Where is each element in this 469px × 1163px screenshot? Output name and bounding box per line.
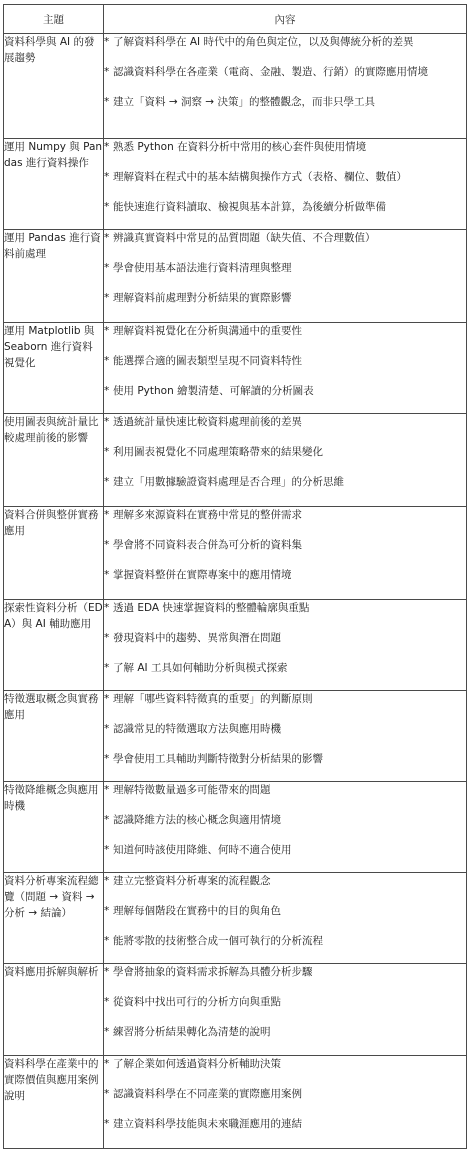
bullet-icon: *	[104, 96, 110, 108]
content-cell	[104, 414, 467, 507]
topic-cell: 資料科學在產業中的實際價值與應用案例說明	[4, 1056, 104, 1149]
table-row	[4, 230, 467, 323]
content-point	[104, 139, 466, 169]
content-point	[104, 64, 466, 94]
table-row	[4, 323, 467, 414]
content-cell	[104, 230, 467, 323]
bullet-icon: *	[104, 844, 110, 856]
point-text: 使用 Python 繪製清楚、可解讀的分析圖表	[113, 385, 314, 397]
content-point	[104, 721, 466, 751]
point-text: 了解 AI 工具如何輔助分析與模式探索	[113, 662, 288, 674]
point-text: 理解「哪些資料特徵真的重要」的判斷原則	[113, 693, 313, 705]
topic-cell: 資料分析專案流程總覽（問題 → 資料 → 分析 → 結論）	[4, 873, 104, 964]
content-point	[104, 691, 466, 721]
content-cell	[104, 34, 467, 139]
topic-cell: 資料合併與整併實務應用	[4, 507, 104, 600]
point-text: 利用圖表視覺化不同處理策略帶來的結果變化	[113, 446, 323, 458]
header-content: 內容	[104, 5, 467, 34]
point-text: 透過統計量快速比較資料處理前後的差異	[113, 416, 302, 428]
bullet-icon: *	[104, 1118, 110, 1130]
content-point	[104, 444, 466, 474]
content-point	[104, 1024, 466, 1054]
content-point	[104, 34, 466, 64]
point-text: 建立「資料 → 洞察 → 決策」的整體觀念，而非只學工具	[113, 96, 375, 108]
bullet-icon: *	[104, 784, 110, 796]
table-row	[4, 414, 467, 507]
point-text: 建立資料科學技能與未來職涯應用的連結	[113, 1118, 302, 1130]
bullet-icon: *	[104, 141, 110, 153]
content-point	[104, 630, 466, 660]
topic-cell: 資料應用拆解與解析	[4, 964, 104, 1056]
bullet-icon: *	[104, 201, 110, 213]
content-point	[104, 1116, 466, 1146]
content-point	[104, 933, 466, 963]
content-point	[104, 812, 466, 842]
content-point	[104, 873, 466, 903]
bullet-icon: *	[104, 325, 110, 337]
content-point	[104, 323, 466, 353]
content-point	[104, 290, 466, 320]
topic-cell: 運用 Numpy 與 Pandas 進行資料操作	[4, 139, 104, 230]
point-text: 理解每個階段在實務中的目的與角色	[113, 905, 281, 917]
content-point	[104, 903, 466, 933]
bullet-icon: *	[104, 36, 110, 48]
point-text: 掌握資料整併在實際專案中的應用情境	[113, 569, 292, 581]
bullet-icon: *	[104, 723, 110, 735]
point-text: 透過 EDA 快速掌握資料的整體輪廓與重點	[113, 602, 310, 614]
topic-cell: 特徵選取概念與實務應用	[4, 691, 104, 782]
point-text: 理解資料在程式中的基本結構與操作方式（表格、欄位、數值）	[113, 171, 407, 183]
point-text: 能將零散的技術整合成一個可執行的分析流程	[113, 935, 323, 947]
table-row	[4, 691, 467, 782]
bullet-icon: *	[104, 171, 110, 183]
content-cell	[104, 964, 467, 1056]
topic-cell: 使用圖表與統計量比較處理前後的影響	[4, 414, 104, 507]
point-text: 理解多來源資料在實務中常見的整併需求	[113, 509, 302, 521]
content-point	[104, 353, 466, 383]
content-point	[104, 260, 466, 290]
bullet-icon: *	[104, 875, 110, 887]
content-point	[104, 507, 466, 537]
point-text: 建立完整資料分析專案的流程觀念	[113, 875, 271, 887]
bullet-icon: *	[104, 753, 110, 765]
point-text: 熟悉 Python 在資料分析中常用的核心套件與使用情境	[113, 141, 367, 153]
topic-cell: 運用 Matplotlib 與 Seaborn 進行資料視覺化	[4, 323, 104, 414]
bullet-icon: *	[104, 385, 110, 397]
content-point	[104, 842, 466, 872]
bullet-icon: *	[104, 1026, 110, 1038]
point-text: 了解資料科學在 AI 時代中的角色與定位，以及與傳統分析的差異	[113, 36, 414, 48]
bullet-icon: *	[104, 693, 110, 705]
content-point	[104, 537, 466, 567]
point-text: 理解資料視覺化在分析與溝通中的重要性	[113, 325, 302, 337]
bullet-icon: *	[104, 416, 110, 428]
content-point	[104, 600, 466, 630]
bullet-icon: *	[104, 966, 110, 978]
table-row	[4, 139, 467, 230]
bullet-icon: *	[104, 996, 110, 1008]
table-row	[4, 964, 467, 1056]
table-row	[4, 782, 467, 873]
point-text: 學會將不同資料表合併為可分析的資料集	[113, 539, 302, 551]
content-cell	[104, 507, 467, 600]
content-point	[104, 1086, 466, 1116]
content-point	[104, 230, 466, 260]
header-topic: 主題	[4, 5, 104, 34]
content-point	[104, 383, 466, 413]
point-text: 學會將抽象的資料需求拆解為具體分析步驟	[113, 966, 313, 978]
point-text: 認識常見的特徵選取方法與應用時機	[113, 723, 281, 735]
content-point	[104, 169, 466, 199]
bullet-icon: *	[104, 632, 110, 644]
content-point	[104, 660, 466, 690]
content-point	[104, 994, 466, 1024]
point-text: 辨識真實資料中常見的品質問題（缺失值、不合理數值）	[113, 232, 376, 244]
bullet-icon: *	[104, 935, 110, 947]
content-cell	[104, 691, 467, 782]
topic-cell: 運用 Pandas 進行資料前處理	[4, 230, 104, 323]
table-row	[4, 873, 467, 964]
content-cell	[104, 323, 467, 414]
content-point	[104, 414, 466, 444]
table-header-row	[4, 5, 467, 34]
point-text: 發現資料中的趨勢、異常與潛在問題	[113, 632, 281, 644]
bullet-icon: *	[104, 476, 110, 488]
bullet-icon: *	[104, 814, 110, 826]
bullet-icon: *	[104, 446, 110, 458]
point-text: 能選擇合適的圖表類型呈現不同資料特性	[113, 355, 302, 367]
point-text: 學會使用工具輔助判斷特徵對分析結果的影響	[113, 753, 323, 765]
content-cell	[104, 139, 467, 230]
table-row	[4, 1056, 467, 1149]
table-row	[4, 34, 467, 139]
bullet-icon: *	[104, 355, 110, 367]
point-text: 認識資料科學在不同產業的實際應用案例	[113, 1088, 302, 1100]
content-cell	[104, 782, 467, 873]
content-point	[104, 567, 466, 597]
point-text: 知道何時該使用降維、何時不適合使用	[113, 844, 292, 856]
table-row	[4, 600, 467, 691]
point-text: 練習將分析結果轉化為清楚的說明	[113, 1026, 271, 1038]
content-cell	[104, 600, 467, 691]
table-row	[4, 507, 467, 600]
table-body	[4, 34, 467, 1149]
content-point	[104, 964, 466, 994]
content-point	[104, 474, 466, 504]
point-text: 認識降維方法的核心概念與適用情境	[113, 814, 281, 826]
point-text: 從資料中找出可行的分析方向與重點	[113, 996, 281, 1008]
bullet-icon: *	[104, 662, 110, 674]
point-text: 能快速進行資料讀取、檢視與基本計算，為後續分析做準備	[113, 201, 386, 213]
topic-cell: 特徵降維概念與應用時機	[4, 782, 104, 873]
bullet-icon: *	[104, 509, 110, 521]
content-point	[104, 782, 466, 812]
bullet-icon: *	[104, 602, 110, 614]
content-point	[104, 199, 466, 229]
bullet-icon: *	[104, 1058, 110, 1070]
point-text: 學會使用基本語法進行資料清理與整理	[113, 262, 292, 274]
point-text: 理解資料前處理對分析結果的實際影響	[113, 292, 292, 304]
bullet-icon: *	[104, 539, 110, 551]
point-text: 理解特徵數量過多可能帶來的問題	[113, 784, 271, 796]
syllabus-table	[3, 4, 467, 1149]
bullet-icon: *	[104, 232, 110, 244]
content-point	[104, 1056, 466, 1086]
topic-cell: 資料科學與 AI 的發展趨勢	[4, 34, 104, 139]
point-text: 認識資料科學在各產業（電商、金融、製造、行銷）的實際應用情境	[113, 66, 428, 78]
bullet-icon: *	[104, 905, 110, 917]
bullet-icon: *	[104, 262, 110, 274]
point-text: 了解企業如何透過資料分析輔助決策	[113, 1058, 281, 1070]
content-point	[104, 751, 466, 781]
bullet-icon: *	[104, 292, 110, 304]
bullet-icon: *	[104, 569, 110, 581]
bullet-icon: *	[104, 1088, 110, 1100]
topic-cell: 探索性資料分析（EDA）與 AI 輔助應用	[4, 600, 104, 691]
point-text: 建立「用數據驗證資料處理是否合理」的分析思維	[113, 476, 344, 488]
content-cell	[104, 1056, 467, 1149]
bullet-icon: *	[104, 66, 110, 78]
content-point	[104, 94, 466, 124]
content-cell	[104, 873, 467, 964]
